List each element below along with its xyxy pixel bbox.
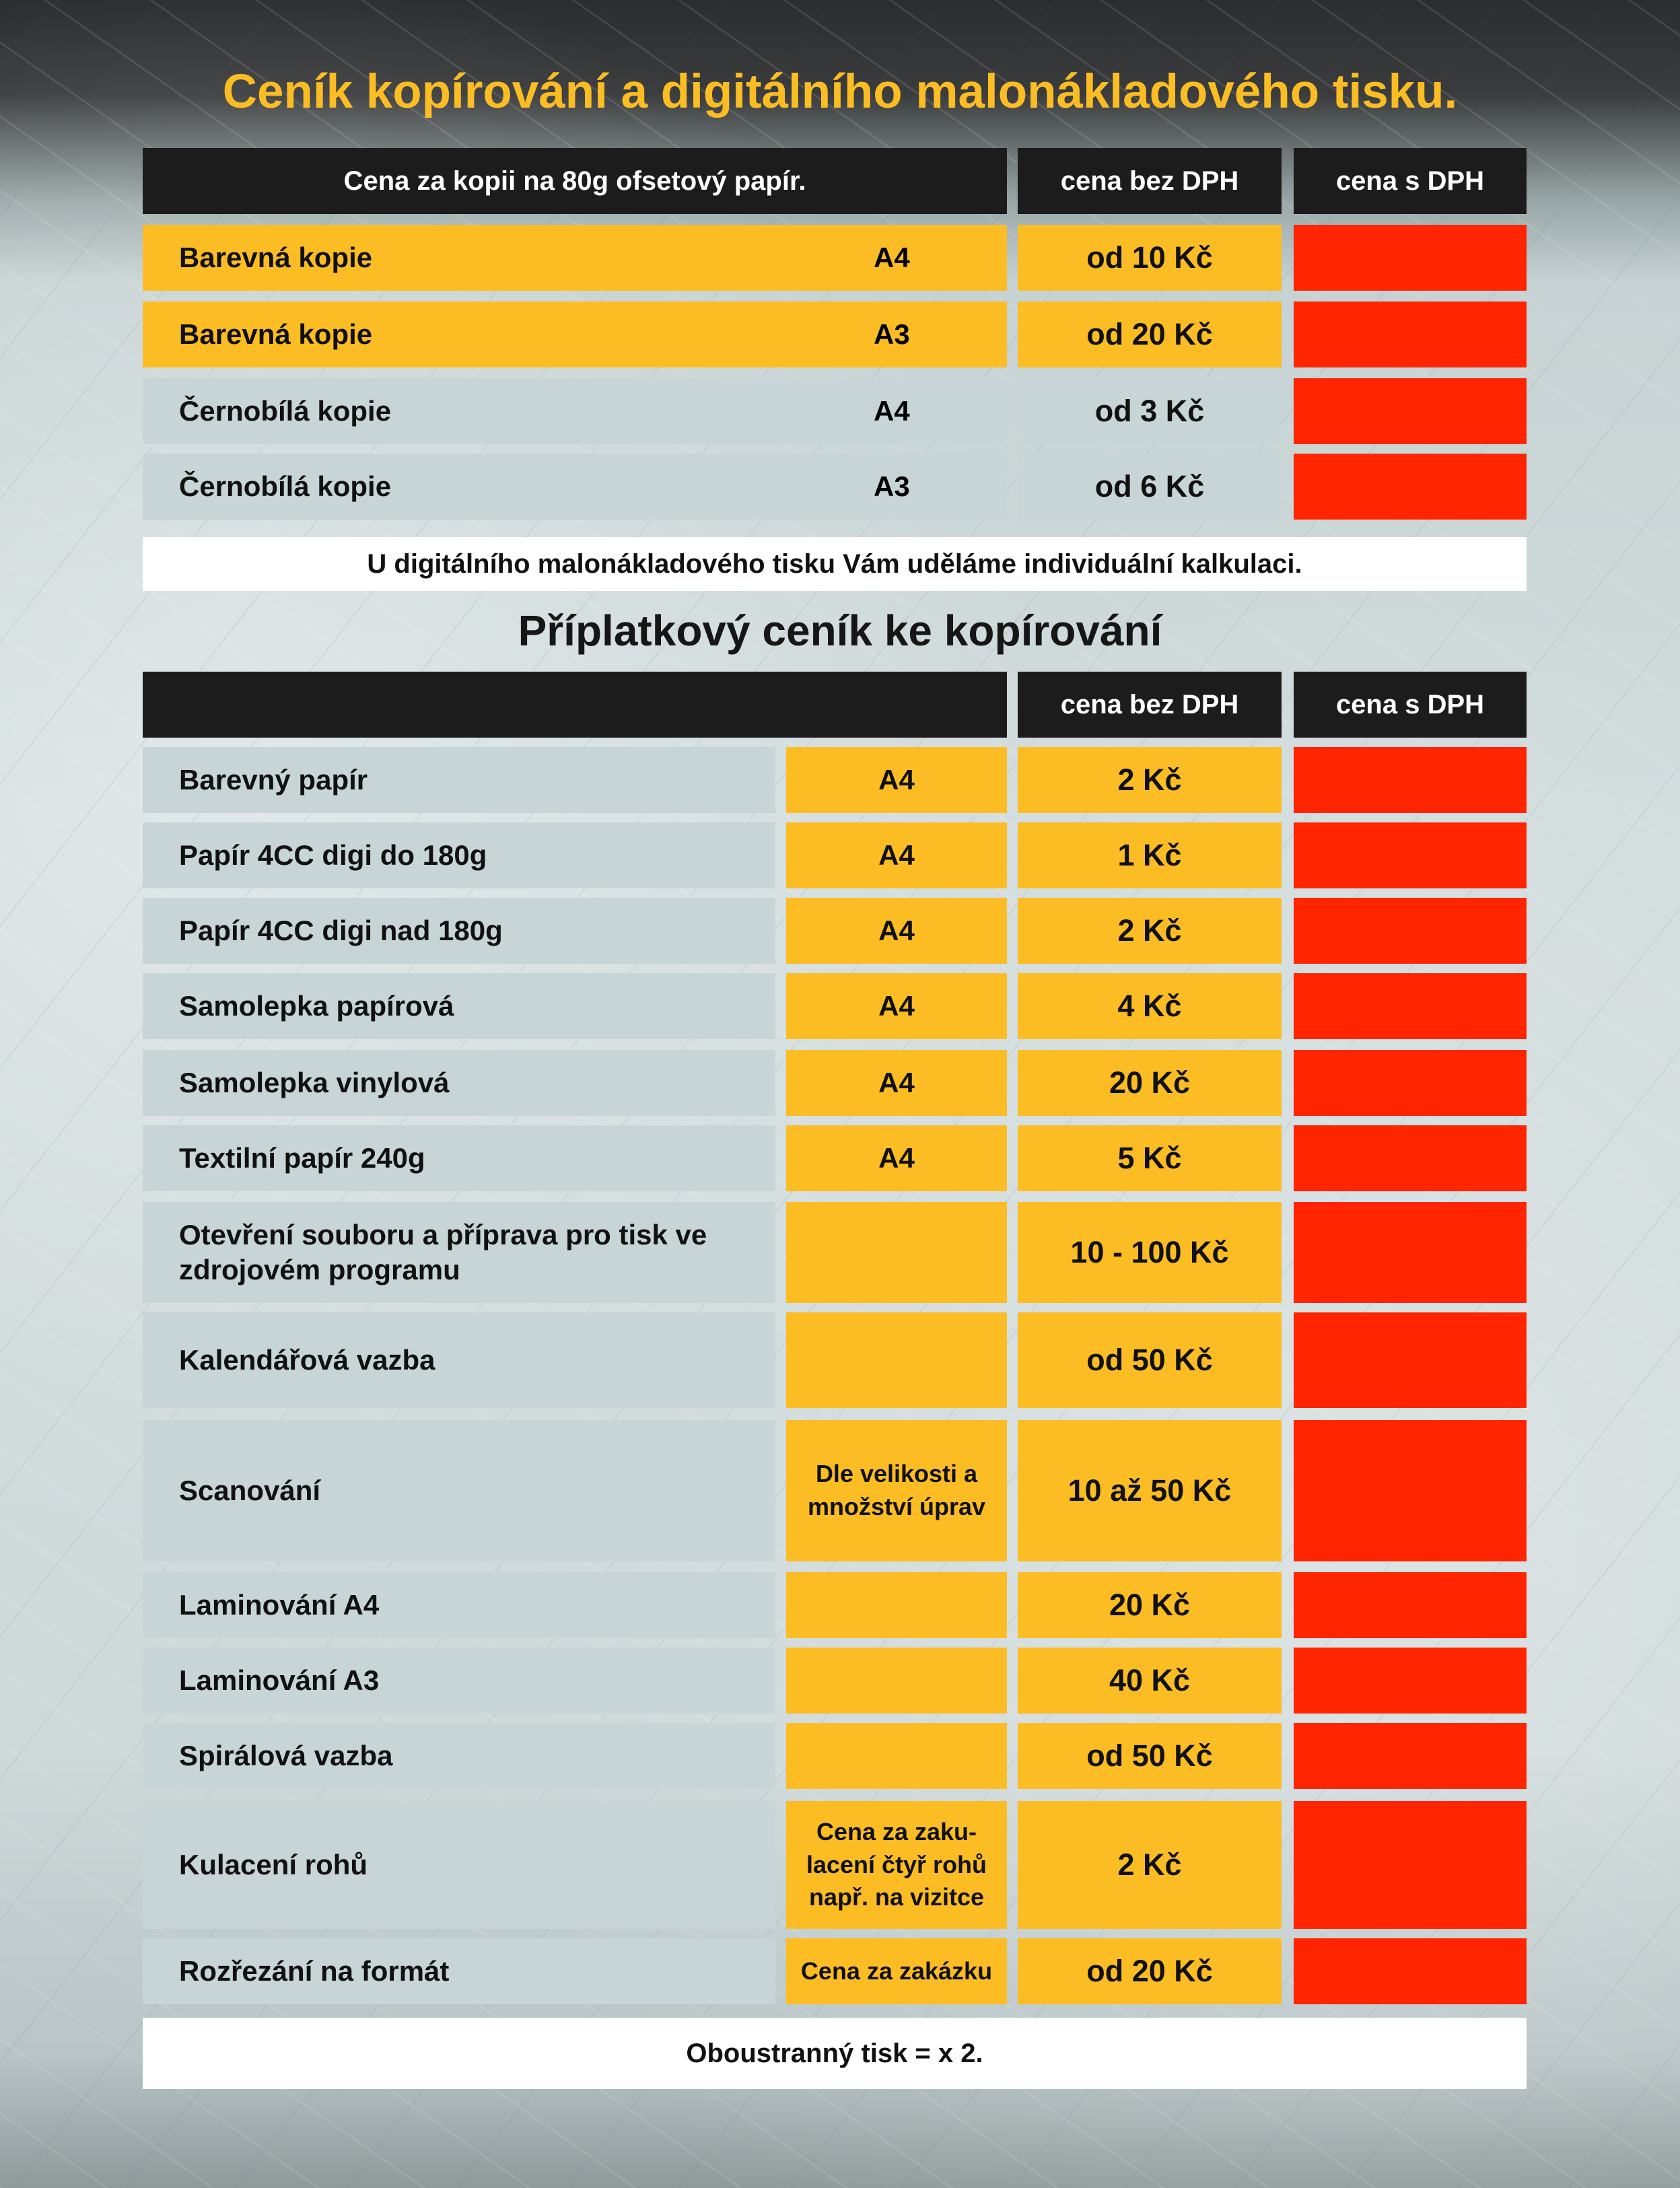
table2-row-format [786, 1648, 1007, 1714]
table2-row-format: A4 [786, 1050, 1007, 1116]
table2-row-price-vat-cell [1294, 747, 1527, 813]
table1-row-label: Barevná kopie [143, 225, 1007, 291]
page-title: Ceník kopírování a digitálního malonákladového tisku. [222, 65, 1458, 118]
table2-row-price: 20 Kč [1018, 1050, 1282, 1116]
table2-row-label: Laminování A3 [143, 1648, 775, 1714]
table2-row-price: od 50 Kč [1018, 1723, 1282, 1789]
table2-row-format [786, 1202, 1007, 1303]
table2-row-format: A4 [786, 747, 1007, 813]
table2-row-price: 2 Kč [1018, 747, 1282, 813]
table2-row-price: od 20 Kč [1018, 1938, 1282, 2004]
table2-row-format: Dle velikosti a množství úprav [786, 1420, 1007, 1561]
table2-header-price-vat: cena s DPH [1294, 672, 1527, 738]
table2-row-format: A4 [786, 973, 1007, 1039]
table1-row-price: od 6 Kč [1018, 454, 1282, 520]
table2-row-price-vat-cell [1294, 822, 1527, 888]
table1-row-price: od 10 Kč [1018, 225, 1282, 291]
table2-row-format: A4 [786, 822, 1007, 888]
table1-note: U digitálního malonákladového tisku Vám uděláme individuální kalkulaci. [143, 537, 1527, 591]
table1-header-price-no-vat: cena bez DPH [1018, 148, 1282, 214]
table2-row-price-vat-cell [1294, 1572, 1527, 1638]
table2-row-price: 2 Kč [1018, 1801, 1282, 1929]
table2-row-label: Samolepka papírová [143, 973, 775, 1039]
table2-row-label: Laminování A4 [143, 1572, 775, 1638]
table2-row-price-vat-cell [1294, 1312, 1527, 1408]
table2-row-format [786, 1723, 1007, 1789]
table2-row-price-vat-cell [1294, 1125, 1527, 1191]
table2-row-price: 20 Kč [1018, 1572, 1282, 1638]
table1-row-price-vat-cell [1294, 454, 1527, 520]
table2-row-price-vat-cell [1294, 1801, 1527, 1929]
table2-row-format: A4 [786, 1125, 1007, 1191]
table1-row-label: Černobílá kopie [143, 454, 1007, 520]
table2-row-label: Otevření souboru a příprava pro tisk ve zdrojovém programu [143, 1202, 775, 1303]
table2-row-price: 2 Kč [1018, 898, 1282, 964]
table1-row-format: A4 [874, 395, 910, 427]
table2-row-price: od 50 Kč [1018, 1312, 1282, 1408]
table2-header-price-no-vat: cena bez DPH [1018, 672, 1282, 738]
table2-row-price-vat-cell [1294, 973, 1527, 1039]
table2-row-label: Scanování [143, 1420, 775, 1561]
table2-row-label: Papír 4CC digi nad 180g [143, 898, 775, 964]
table2-header-blank [143, 672, 1007, 738]
table2-row-label: Spirálová vazba [143, 1723, 775, 1789]
table1-header-description: Cena za kopii na 80g ofsetový papír. [143, 148, 1007, 214]
table2-row-price-vat-cell [1294, 1420, 1527, 1561]
table2-row-label: Samolepka vinylová [143, 1050, 775, 1116]
table2-row-label: Rozřezání na formát [143, 1938, 775, 2004]
table2-row-format [786, 1572, 1007, 1638]
table2-row-price: 1 Kč [1018, 822, 1282, 888]
table1-row-price-vat-cell [1294, 225, 1527, 291]
table2-row-price: 4 Kč [1018, 973, 1282, 1039]
table1-row-price: od 20 Kč [1018, 302, 1282, 367]
table2-row-label: Barevný papír [143, 747, 775, 813]
table2-row-price: 5 Kč [1018, 1125, 1282, 1191]
table1-row-format: A3 [874, 470, 910, 502]
table2-row-price: 10 až 50 Kč [1018, 1420, 1282, 1561]
table1-row-price: od 3 Kč [1018, 378, 1282, 444]
section-subtitle: Příplatkový ceník ke kopírování [518, 606, 1162, 655]
table1-row-label: Barevná kopie [143, 302, 1007, 367]
table2-row-format: Cena za zaku-lacení čtyř rohů např. na vizitce [786, 1801, 1007, 1929]
table2-row-label: Textilní papír 240g [143, 1125, 775, 1191]
table2-row-price-vat-cell [1294, 1202, 1527, 1303]
table2-row-price-vat-cell [1294, 1938, 1527, 2004]
table2-row-format [786, 1312, 1007, 1408]
table2-row-price-vat-cell [1294, 1723, 1527, 1789]
table1-row-format: A3 [874, 318, 910, 350]
table2-row-price-vat-cell [1294, 1648, 1527, 1714]
table2-row-price-vat-cell [1294, 898, 1527, 964]
table2-row-label: Papír 4CC digi do 180g [143, 822, 775, 888]
table1-row-price-vat-cell [1294, 378, 1527, 444]
table2-row-label: Kalendářová vazba [143, 1312, 775, 1408]
table2-row-format: Cena za zakázku [786, 1938, 1007, 2004]
table2-row-format: A4 [786, 898, 1007, 964]
table1-row-price-vat-cell [1294, 302, 1527, 367]
table1-row-format: A4 [874, 242, 910, 273]
table1-header-price-vat: cena s DPH [1294, 148, 1527, 214]
table2-row-price: 10 - 100 Kč [1018, 1202, 1282, 1303]
table1-row-label: Černobílá kopie [143, 378, 1007, 444]
table2-note: Oboustranný tisk = x 2. [143, 2018, 1527, 2089]
table2-row-label: Kulacení rohů [143, 1801, 775, 1929]
table2-row-price-vat-cell [1294, 1050, 1527, 1116]
table2-row-price: 40 Kč [1018, 1648, 1282, 1714]
